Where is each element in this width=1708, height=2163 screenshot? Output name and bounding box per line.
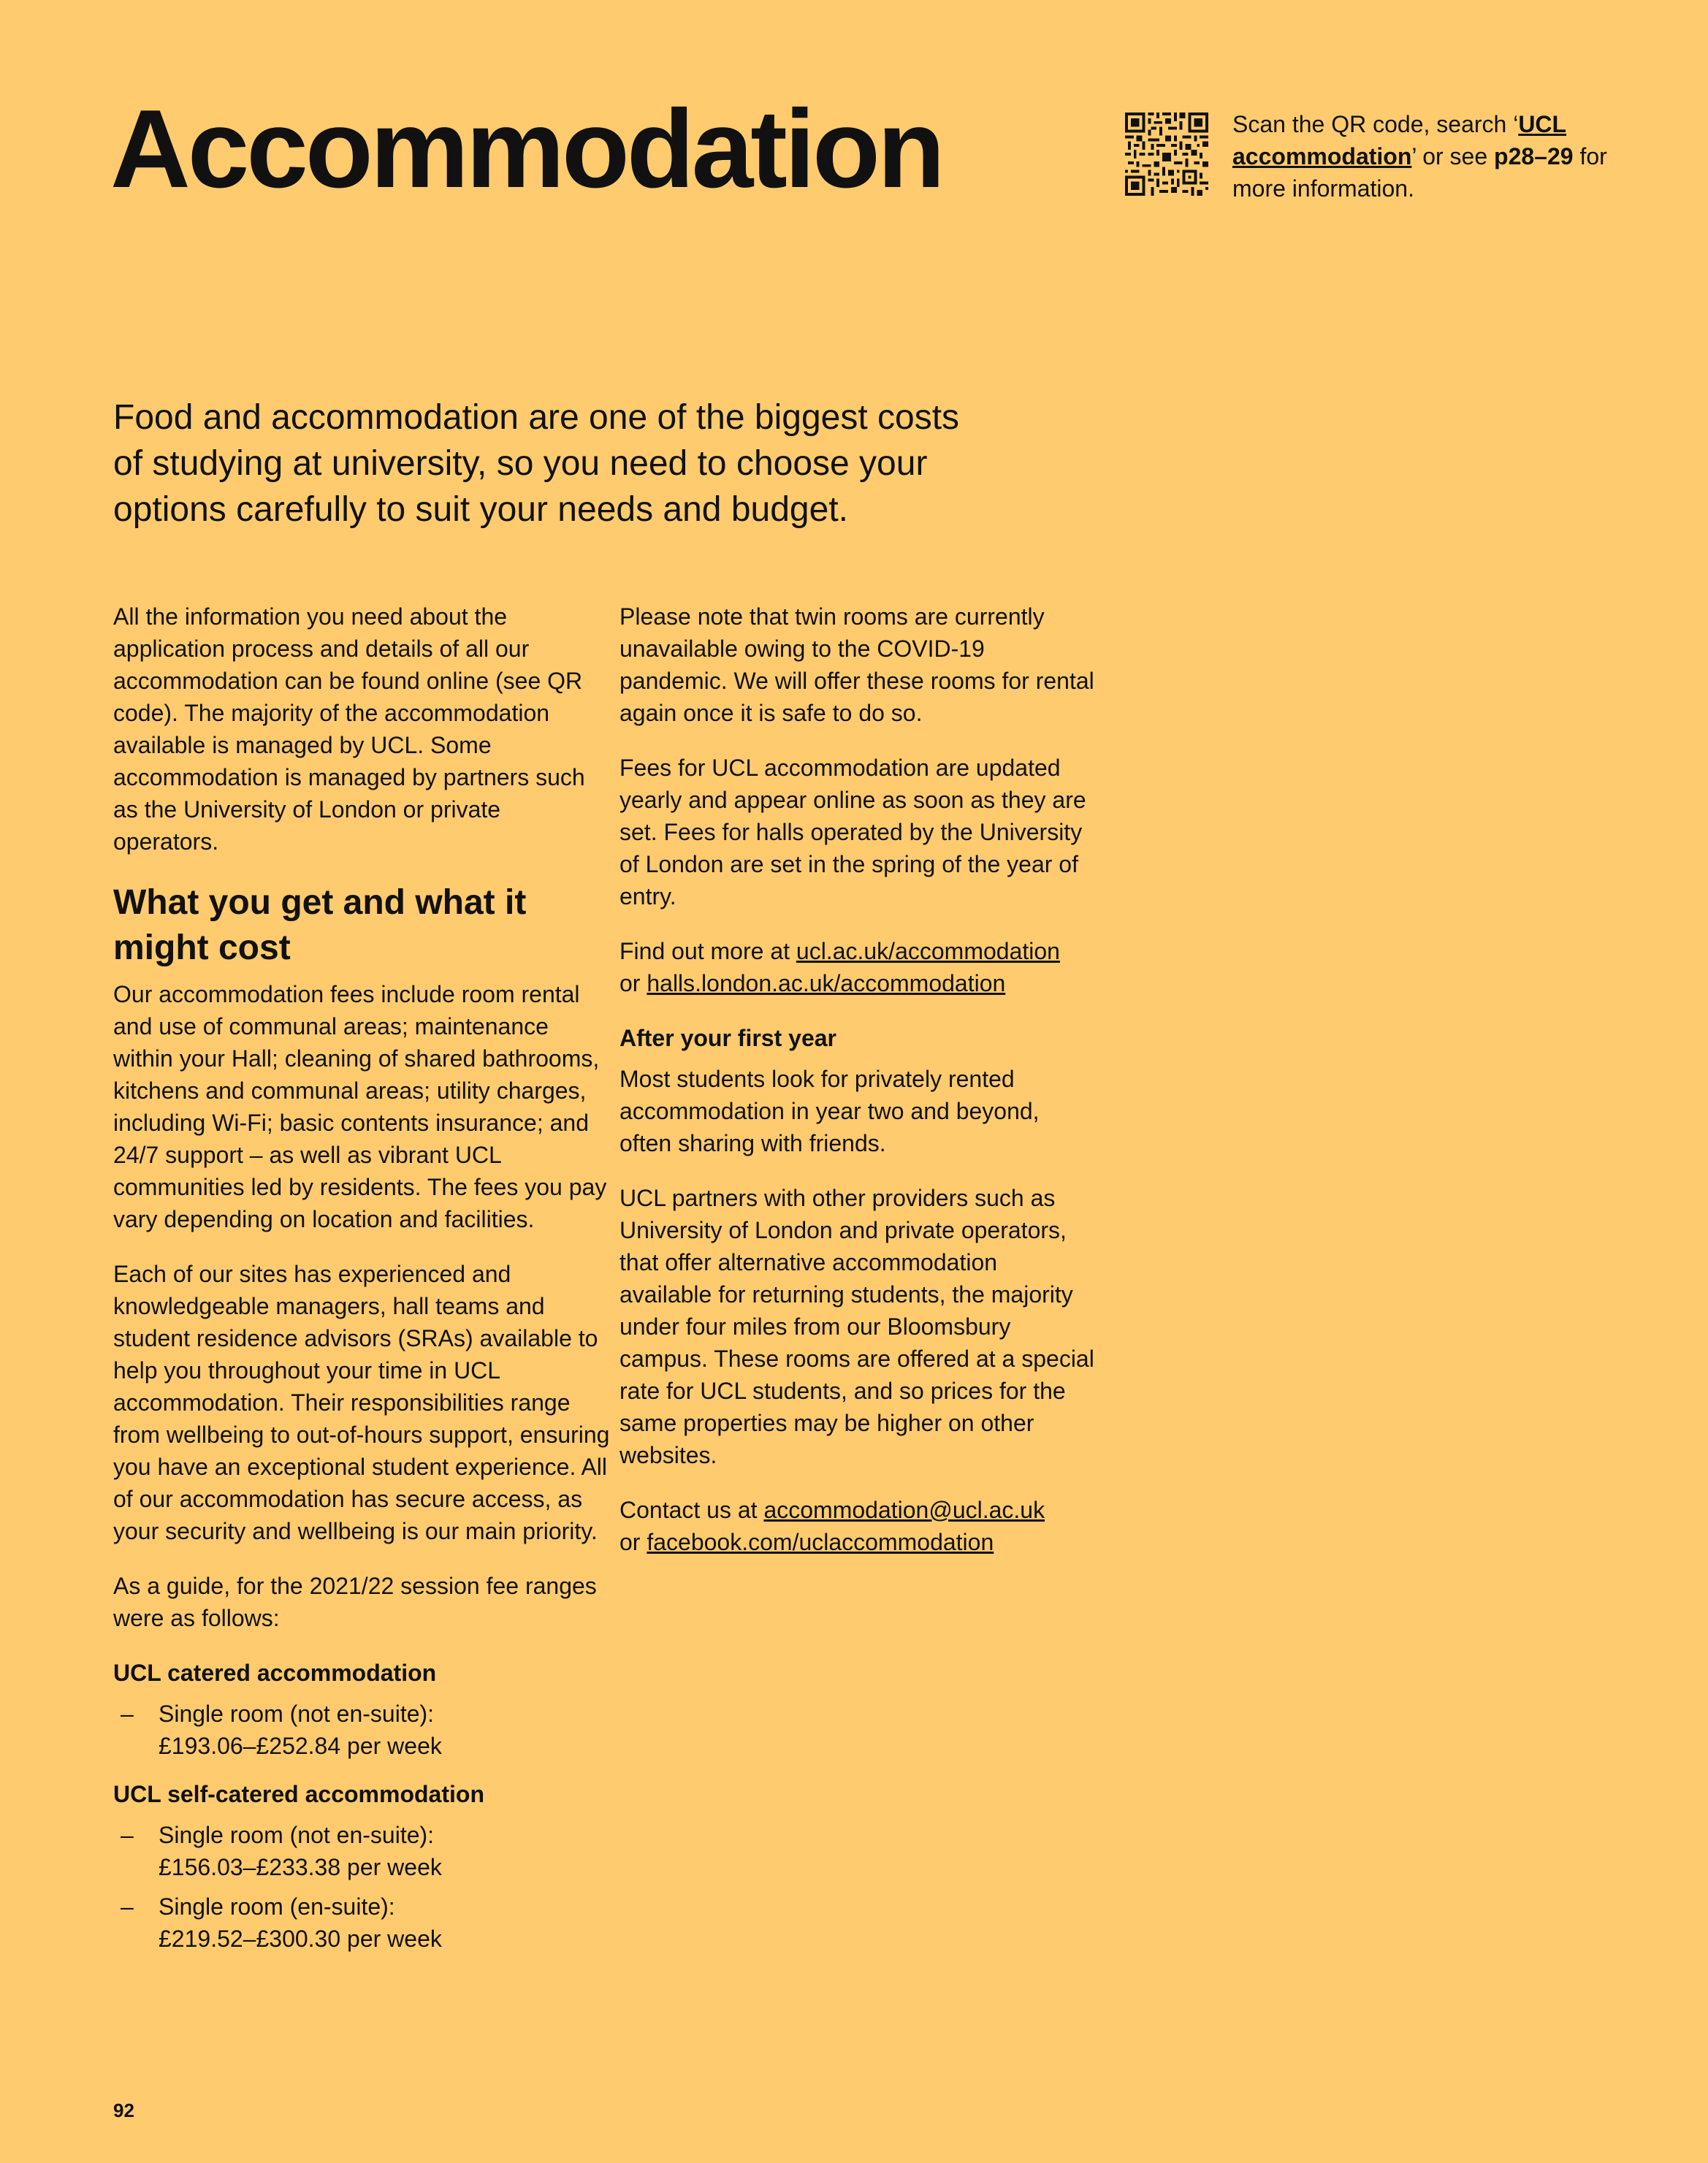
paragraph: UCL partners with other providers such as University of London and private operators, that offer alternative accommodation available for returning students, the majority under four miles from our Bloomsbury campus. These rooms are offered at a special rate for UCL students, and so prices for the same properties may be higher on other websites. [619, 1185, 1094, 1468]
ucl-accommodation-link[interactable]: ucl.ac.uk/accommodation [796, 938, 1060, 964]
intro-paragraph: Food and accommodation are one of the biggest costs of studying at university, so you need to choose your options carefully to suit your needs and budget. [113, 398, 960, 529]
price-range: £219.52–£300.30 per week [159, 1926, 442, 1952]
page-reference: p28–29 [1494, 143, 1574, 169]
paragraph: Our accommodation fees include room rental and use of communal areas; maintenance within your Hall; cleaning of shared bathrooms, kitchens and communal areas; utility charges, including Wi-Fi; basic contents insurance; and 24/7 support – as well as vibrant UCL communities led by residents. The fees you pay vary depending on location and facilities. [113, 981, 607, 1232]
email-link[interactable]: accommodation@ucl.ac.uk [763, 1497, 1045, 1523]
paragraph: All the information you need about the application process and details of all our accommodation can be found online (see QR code). The majority of the accommodation available is managed by UCL. Some accommodation is managed by partners such as the University of London or private operators. [113, 603, 585, 855]
halls-london-link[interactable]: halls.london.ac.uk/accommodation [647, 970, 1006, 996]
dash-bullet: – [121, 1822, 134, 1848]
text: or [619, 1529, 647, 1555]
qr-text: for more information. [1232, 143, 1607, 202]
page-number: 92 [113, 2099, 134, 2121]
catered-heading: UCL catered accommodation [113, 1660, 437, 1686]
self-catered-heading: UCL self-catered accommodation [113, 1781, 484, 1807]
qr-text: ’ or see [1411, 143, 1495, 169]
after-first-year-heading: After your first year [619, 1025, 836, 1051]
page-title: Accommodation [110, 87, 942, 211]
text: Find out more at [619, 938, 796, 964]
dash-bullet: – [121, 1701, 134, 1727]
left-column [113, 600, 610, 1971]
qr-instructions [1232, 108, 1642, 205]
room-type: Single room (not en-suite): [159, 1822, 435, 1848]
list-item [113, 1819, 610, 1883]
qr-code-icon[interactable] [1125, 112, 1208, 196]
paragraph: Please note that twin rooms are currently unavailable owing to the COVID-19 pandemic. We will offer these rooms for rental again once it is safe to do so. [619, 603, 1094, 726]
facebook-link[interactable]: facebook.com/uclaccommodation [647, 1529, 994, 1555]
list-item [113, 1698, 610, 1762]
paragraph: Most students look for privately rented accommodation in year two and beyond, often sharing with friends. [619, 1066, 1040, 1156]
paragraph: Fees for UCL accommodation are updated yearly and appear online as soon as they are set. Fees for halls operated by the University of London are set in the spring of the year of entry. [619, 755, 1086, 909]
dash-bullet: – [121, 1893, 134, 1920]
find-out-more [619, 935, 1094, 999]
self-catered-list [113, 1819, 610, 1955]
paragraph: Each of our sites has experienced and knowledgeable managers, hall teams and student residence advisors (SRAs) available to help you throughout your time in UCL accommodation. Their responsibilities range from wellbeing to out-of-hours support, ensuring you have an exceptional student experience. All of our accommodation has secure access, as your security and wellbeing is our main priority. [113, 1261, 610, 1544]
right-column [619, 600, 1094, 1581]
room-type: Single room (en-suite): [159, 1893, 395, 1920]
section-heading: What you get and what it might cost [113, 883, 527, 967]
paragraph: As a guide, for the 2021/22 session fee ranges were as follows: [113, 1573, 597, 1631]
price-range: £156.03–£233.38 per week [159, 1854, 442, 1880]
contact-info [619, 1494, 1094, 1558]
price-range: £193.06–£252.84 per week [159, 1733, 442, 1759]
ucl-accommodation-search-link[interactable]: UCL accommodation [1232, 111, 1567, 169]
text: or [619, 970, 647, 996]
text: Contact us at [619, 1497, 764, 1523]
list-item [113, 1891, 610, 1955]
catered-list [113, 1698, 610, 1762]
qr-text: Scan the QR code, search ‘ [1232, 111, 1519, 137]
room-type: Single room (not en-suite): [159, 1701, 435, 1727]
